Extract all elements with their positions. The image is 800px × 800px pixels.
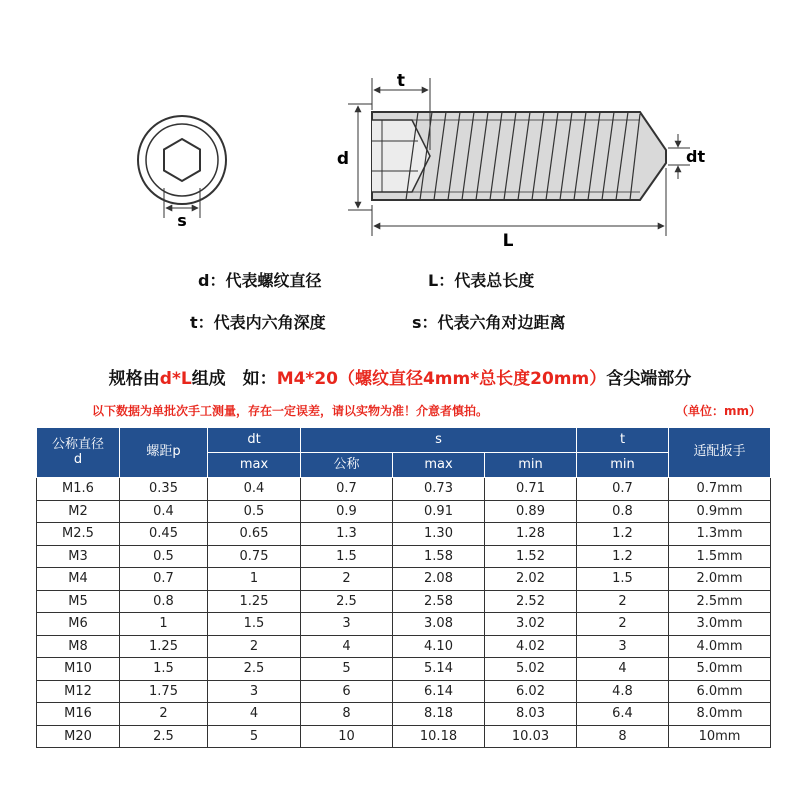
cell: 3 [208, 680, 301, 703]
cell: 0.73 [393, 478, 485, 501]
cell: 0.5 [208, 500, 301, 523]
label-t: t [396, 71, 406, 91]
table-row [37, 590, 771, 613]
cell: 1.30 [393, 523, 485, 546]
legend-s: s：代表六角对边距离 [412, 313, 566, 332]
cell: 2.5mm [669, 590, 771, 613]
cell: M16 [37, 703, 120, 726]
cell: 2.02 [485, 568, 577, 591]
cell: 4.10 [393, 635, 485, 658]
cell: 0.65 [208, 523, 301, 546]
label-d: d [336, 149, 350, 169]
side-view [348, 78, 690, 236]
cell: 4 [208, 703, 301, 726]
table-row [37, 613, 771, 636]
cell: 2.52 [485, 590, 577, 613]
cell: 0.9 [301, 500, 393, 523]
header-pitch: 螺距p [120, 428, 208, 478]
cell: 8.18 [393, 703, 485, 726]
cell: 1.3mm [669, 523, 771, 546]
cell: 6.02 [485, 680, 577, 703]
cell: 1.25 [208, 590, 301, 613]
cell: 0.9mm [669, 500, 771, 523]
cell: M2.5 [37, 523, 120, 546]
cell: M3 [37, 545, 120, 568]
unit-label: （单位：mm） [676, 404, 762, 418]
cell: 0.89 [485, 500, 577, 523]
cell: M20 [37, 725, 120, 748]
cell: 3 [301, 613, 393, 636]
cell: 0.45 [120, 523, 208, 546]
table-row [37, 568, 771, 591]
cell: 10.18 [393, 725, 485, 748]
cell: 8 [301, 703, 393, 726]
label-dt: dt [686, 147, 706, 166]
table-row [37, 658, 771, 681]
cell: 1.5mm [669, 545, 771, 568]
cell: 2 [301, 568, 393, 591]
header-nominal-line2: d [73, 451, 83, 467]
cell: 5 [208, 725, 301, 748]
cell: 2 [120, 703, 208, 726]
cell: 4.8 [577, 680, 669, 703]
cell: M10 [37, 658, 120, 681]
cell: 1 [120, 613, 208, 636]
label-s: s [177, 211, 187, 230]
cell: M1.6 [37, 478, 120, 501]
table-row [37, 635, 771, 658]
cell: 0.7 [120, 568, 208, 591]
header-wrench: 适配扳手 [669, 428, 771, 478]
table-row [37, 703, 771, 726]
header-t: t [577, 428, 669, 453]
header-s: s [301, 428, 577, 453]
cell: 8.0mm [669, 703, 771, 726]
header-s-nominal: 公称 [301, 453, 393, 478]
cell: 2.5 [120, 725, 208, 748]
table-row [37, 523, 771, 546]
legend-t: t：代表内六角深度 [190, 313, 326, 332]
cell: 4.0mm [669, 635, 771, 658]
cell: M12 [37, 680, 120, 703]
cell: 4 [577, 658, 669, 681]
spec-prefix: 规格由 [108, 369, 160, 389]
cell: 1.58 [393, 545, 485, 568]
cell: 0.8 [577, 500, 669, 523]
cell: 0.8 [120, 590, 208, 613]
cell: 1.52 [485, 545, 577, 568]
cell: 0.4 [120, 500, 208, 523]
cell: 10 [301, 725, 393, 748]
table-row [37, 680, 771, 703]
cell: 1.5 [208, 613, 301, 636]
cell: 1.5 [577, 568, 669, 591]
cell: 2 [577, 590, 669, 613]
cell: 4 [301, 635, 393, 658]
header-dt: dt [208, 428, 301, 453]
spec-dl: d*L [159, 369, 192, 389]
cell: 0.7 [577, 478, 669, 501]
cell: 1.5 [301, 545, 393, 568]
cell: 8 [577, 725, 669, 748]
cell: M6 [37, 613, 120, 636]
cell: 1.25 [120, 635, 208, 658]
screw-diagram [0, 0, 800, 250]
cell: 1.2 [577, 523, 669, 546]
cell: M8 [37, 635, 120, 658]
cell: 2 [577, 613, 669, 636]
cell: 3.08 [393, 613, 485, 636]
cell: 8.03 [485, 703, 577, 726]
cell: M4 [37, 568, 120, 591]
cell: 5.14 [393, 658, 485, 681]
cell: 6.0mm [669, 680, 771, 703]
spec-example-value: M4*20（螺纹直径4mm*总长度20mm） [276, 369, 607, 389]
cell: 0.71 [485, 478, 577, 501]
legend-d: d：代表螺纹直径 [198, 271, 322, 290]
spec-suffix: 含尖端部分 [606, 369, 692, 389]
cell: 1 [208, 568, 301, 591]
table-row [37, 500, 771, 523]
table-body [37, 478, 771, 748]
spec-table [36, 427, 771, 748]
cell: 0.7mm [669, 478, 771, 501]
cell: 6 [301, 680, 393, 703]
measurement-notice: 以下数据为单批次手工测量，存在一定误差，请以实物为准！介意者慎拍。 [92, 404, 489, 418]
cell: 0.35 [120, 478, 208, 501]
cell: 1.75 [120, 680, 208, 703]
cell: 0.75 [208, 545, 301, 568]
cell: 5 [301, 658, 393, 681]
cell: 5.0mm [669, 658, 771, 681]
spec-example-prefix: 组成 如： [191, 369, 277, 389]
cell: 1.28 [485, 523, 577, 546]
cell: 5.02 [485, 658, 577, 681]
cell: 10mm [669, 725, 771, 748]
cell: 0.7 [301, 478, 393, 501]
cell: 0.4 [208, 478, 301, 501]
cell: 0.5 [120, 545, 208, 568]
cell: 6.14 [393, 680, 485, 703]
cell: 2.5 [208, 658, 301, 681]
table-row [37, 478, 771, 501]
legend-L: L：代表总长度 [428, 271, 535, 290]
cell: 2.58 [393, 590, 485, 613]
header-nominal-line1: 公称直径 [51, 436, 104, 452]
header-t-min: min [577, 453, 669, 478]
cell: 3.02 [485, 613, 577, 636]
cell: 4.02 [485, 635, 577, 658]
header-nominal-diameter [37, 428, 120, 478]
cell: 3 [577, 635, 669, 658]
cell: 1.3 [301, 523, 393, 546]
header-s-max: max [393, 453, 485, 478]
cell: 1.2 [577, 545, 669, 568]
cell: M5 [37, 590, 120, 613]
cell: 0.91 [393, 500, 485, 523]
spec-example [0, 364, 800, 389]
label-L: L [502, 231, 514, 250]
cell: 2.0mm [669, 568, 771, 591]
cell: 2.08 [393, 568, 485, 591]
cell: 3.0mm [669, 613, 771, 636]
cell: 10.03 [485, 725, 577, 748]
cell: M2 [37, 500, 120, 523]
table-row [37, 725, 771, 748]
table-row [37, 545, 771, 568]
header-dt-max: max [208, 453, 301, 478]
cell: 1.5 [120, 658, 208, 681]
header-s-min: min [485, 453, 577, 478]
cell: 6.4 [577, 703, 669, 726]
cell: 2 [208, 635, 301, 658]
cell: 2.5 [301, 590, 393, 613]
end-view [138, 116, 226, 218]
